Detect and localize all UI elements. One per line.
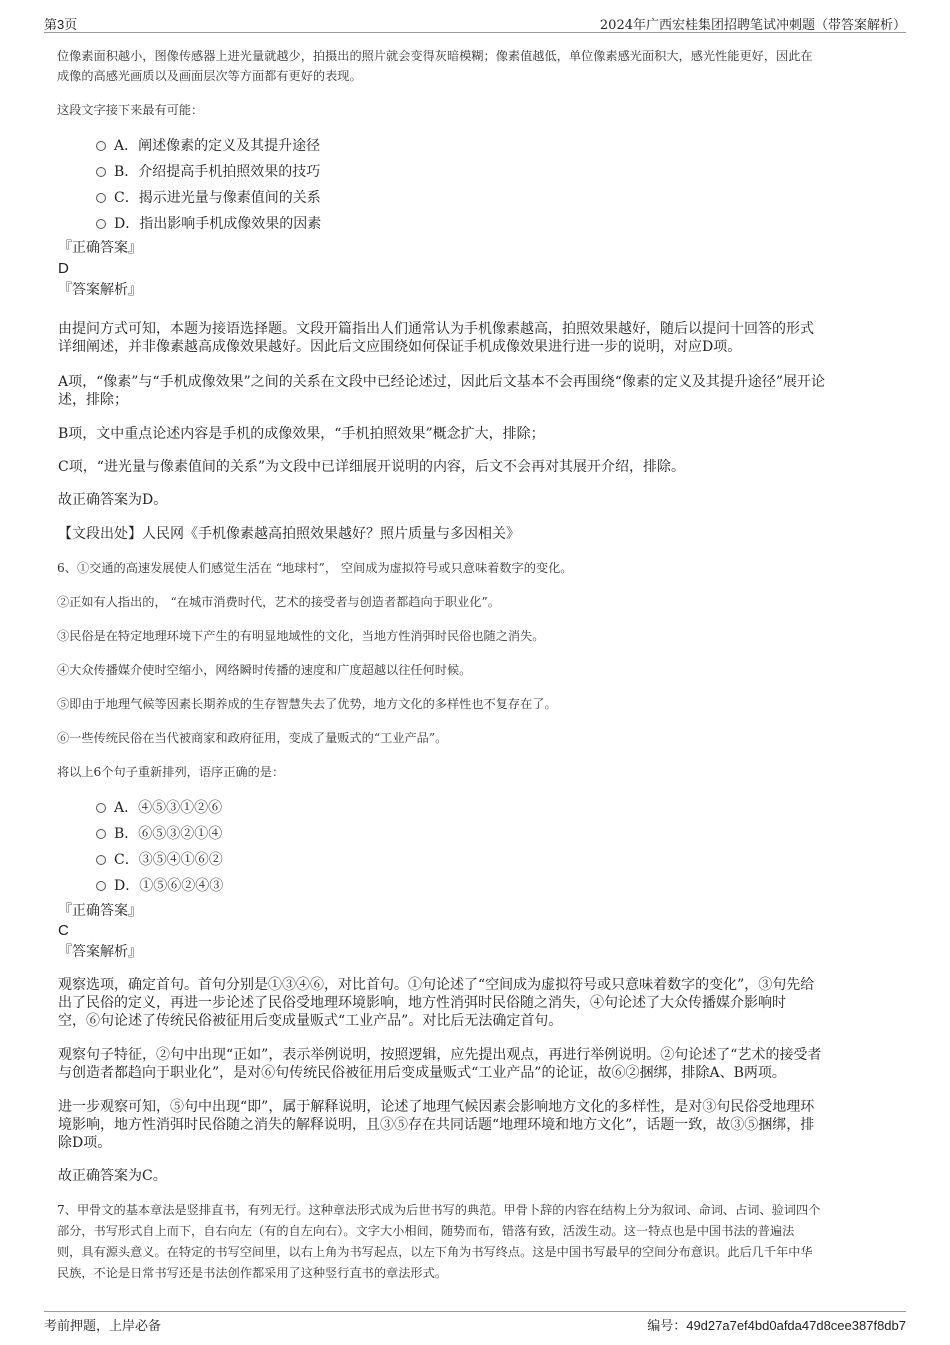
- q5-analysis-p1-l1: 由提问方式可知，本题为接语选择题。文段开篇指出人们通常认为手机像素越高，拍照效果越好，随后以提问十回答的形式: [58, 321, 814, 337]
- q5-option-a[interactable]: [96, 135, 320, 155]
- q6-sentence-1: 6、①交通的高速发展使人们感觉生活在 “地球村”， 空间成为虚拟符号或只意味着数字的变化。: [57, 561, 573, 575]
- document-title: 2024年广西宏桂集团招聘笔试冲刺题（带答案解析）: [599, 18, 906, 33]
- option-label: A．④⑤③①②⑥: [114, 800, 223, 816]
- q6-option-b[interactable]: [96, 823, 222, 843]
- q5-option-b[interactable]: [96, 161, 320, 181]
- q6-sentence-2: ②正如有人指出的， “在城市消费时代，艺术的接受者与创造者都趋向于职业化”。: [57, 595, 500, 609]
- q6-option-d[interactable]: [96, 875, 223, 895]
- q6-analysis-p1-l3: 空，⑥句论述了传统民俗被征用后变成量贩式“工业产品”。对比后无法确定首句。: [58, 1013, 563, 1029]
- q6-analysis-p1-l1: 观察选项，确定首句。首句分别是①③④⑥，对比首句。①句论述了“空间成为虚拟符号或只意味着数字的变化”，③句先给: [58, 977, 815, 993]
- q6-analysis-p3-l1: 进一步观察可知，⑤句中出现“即”，属于解释说明，论述了地理气候因素会影响地方文化的多样性，是对③句民俗受地理环: [58, 1099, 815, 1115]
- radio-icon[interactable]: [96, 881, 106, 891]
- code-label: 编号：: [647, 1319, 687, 1334]
- q5-analysis-p5: 故正确答案为D。: [58, 492, 168, 508]
- radio-icon[interactable]: [96, 855, 106, 865]
- q6-sentence-6: ⑥一些传统民俗在当代被商家和政府征用，变成了量贩式的“工业产品”。: [57, 731, 448, 745]
- q6-analysis-p3-l3: 除D项。: [58, 1135, 112, 1151]
- document-code: [647, 1315, 906, 1334]
- q5-option-d[interactable]: [96, 213, 321, 233]
- q6-analysis-p2-l2: 与创造者都趋向于职业化”，是对⑥句传统民俗被征用后变成量贩式“工业产品”的论证，故⑥②捆绑，排除A、B两项。: [58, 1065, 786, 1081]
- q6-sentence-3: ③民俗是在特定地理环境下产生的有明显地域性的文化，当地方性消弭时民俗也随之消失。: [57, 629, 545, 643]
- option-label: C．③⑤④①⑥②: [114, 852, 223, 868]
- q5-passage-line-2: 成像的高感光画质以及画面层次等方面都有更好的表现。: [57, 69, 362, 83]
- q6-analysis-p4: 故正确答案为C。: [58, 1168, 167, 1184]
- q6-sentence-5: ⑤即由于地理气候等因素长期养成的生存智慧失去了优势，地方文化的多样性也不复存在了。: [57, 697, 557, 711]
- q5-analysis-p1-l2: 详细阐述，并非像素越高成像效果越好。因此后文应围绕如何保证手机成像效果进行进一步的说明，对应D项。: [58, 339, 742, 355]
- radio-icon[interactable]: [96, 167, 106, 177]
- q5-analysis-label: 『答案解析』: [58, 282, 142, 298]
- radio-icon[interactable]: [96, 829, 106, 839]
- q6-analysis-p3-l2: 境影响，地方性消弭时民俗随之消失的解释说明，且③⑤存在共同话题“地理环境和地方文化”，话题一致，故③⑤捆绑，排: [58, 1117, 815, 1133]
- page-footer: [44, 1311, 906, 1334]
- option-label: D．①⑤⑥②④③: [114, 878, 224, 894]
- q7-passage-line-2: 部分，书写形式自上而下，自右向左（有的自左向右）。文字大小相间，随势而布，错落有致，活泼生动。这一特点也是中国书法的普遍法: [57, 1224, 795, 1238]
- q5-answer-label: 『正确答案』: [58, 240, 142, 256]
- q7-passage-line-4: 民族，不论是日常书写还是书法创作都采用了这种竖行直书的章法形式。: [57, 1266, 447, 1280]
- footer-slogan: 考前押题，上岸必备: [44, 1319, 162, 1334]
- option-label: D．指出影响手机成像效果的因素: [114, 216, 322, 232]
- option-label: A．阐述像素的定义及其提升途径: [114, 138, 321, 154]
- page-header: [44, 12, 906, 33]
- option-label: B．介绍提高手机拍照效果的技巧: [114, 164, 321, 180]
- q5-answer: D: [58, 260, 69, 277]
- q5-passage-line-1: 位像素面积越小，图像传感器上进光量就越少，拍摄出的照片就会变得灰暗模糊；像素值越低，单位像素感光面积大，感光性能更好，因此在: [57, 49, 813, 63]
- radio-icon[interactable]: [96, 219, 106, 229]
- radio-icon[interactable]: [96, 193, 106, 203]
- q5-source: 【文段出处】人民网《手机像素越高拍照效果越好？照片质量与多因相关》: [58, 526, 520, 542]
- q6-analysis-p1-l2: 出了民俗的定义，再进一步论述了民俗受地理环境影响，地方性消弭时民俗随之消失，④句论述了大众传播媒介影响时: [58, 995, 786, 1011]
- q6-analysis-label: 『答案解析』: [58, 944, 142, 960]
- q7-passage-line-3: 则，具有源头意义。在特定的书写空间里，以右上角为书写起点，以左下角为书写终点。这是中国书写最早的空间分布意识。此后几千年中华: [57, 1245, 813, 1259]
- q5-analysis-p2-l2: 述，排除；: [58, 392, 128, 408]
- q6-option-c[interactable]: [96, 849, 223, 869]
- q5-analysis-p4: C项，“进光量与像素值间的关系”为文段中已详细展开说明的内容，后文不会再对其展开介绍，排除。: [58, 459, 686, 475]
- q6-prompt: 将以上6个句子重新排列，语序正确的是：: [57, 765, 285, 779]
- radio-icon[interactable]: [96, 803, 106, 813]
- option-label: B．⑥⑤③②①④: [114, 826, 223, 842]
- q6-answer-label: 『正确答案』: [58, 903, 142, 919]
- page-number: 第3页: [44, 17, 78, 32]
- q6-analysis-p2-l1: 观察句子特征，②句中出现“正如”，表示举例说明，按照逻辑，应先提出观点，再进行举例说明。②句论述了“艺术的接受者: [58, 1047, 822, 1063]
- q6-sentence-4: ④大众传播媒介使时空缩小，网络瞬时传播的速度和广度超越以往任何时候。: [57, 663, 472, 677]
- q5-analysis-p2-l1: A项，“像素”与“手机成像效果”之间的关系在文段中已经论述过，因此后文基本不会再围绕“像素的定义及其提升途径”展开论: [58, 374, 826, 390]
- q5-option-c[interactable]: [96, 187, 321, 207]
- q7-passage-line-1: 7、甲骨文的基本章法是竖排直书，有列无行。这种章法形式成为后世书写的典范。甲骨卜辞的内容在结构上分为叙词、命词、占词、验词四个: [57, 1203, 821, 1217]
- radio-icon[interactable]: [96, 141, 106, 151]
- q5-prompt: 这段文字接下来最有可能：: [57, 103, 204, 117]
- option-label: C．揭示进光量与像素值间的关系: [114, 190, 321, 206]
- q6-answer: C: [58, 922, 69, 939]
- q6-option-a[interactable]: [96, 797, 222, 817]
- q5-analysis-p3: B项，文中重点论述内容是手机的成像效果，“手机拍照效果”概念扩大，排除；: [58, 426, 545, 442]
- code-value: 49d27a7ef4bd0afda47d8cee387f8db7: [686, 1318, 906, 1333]
